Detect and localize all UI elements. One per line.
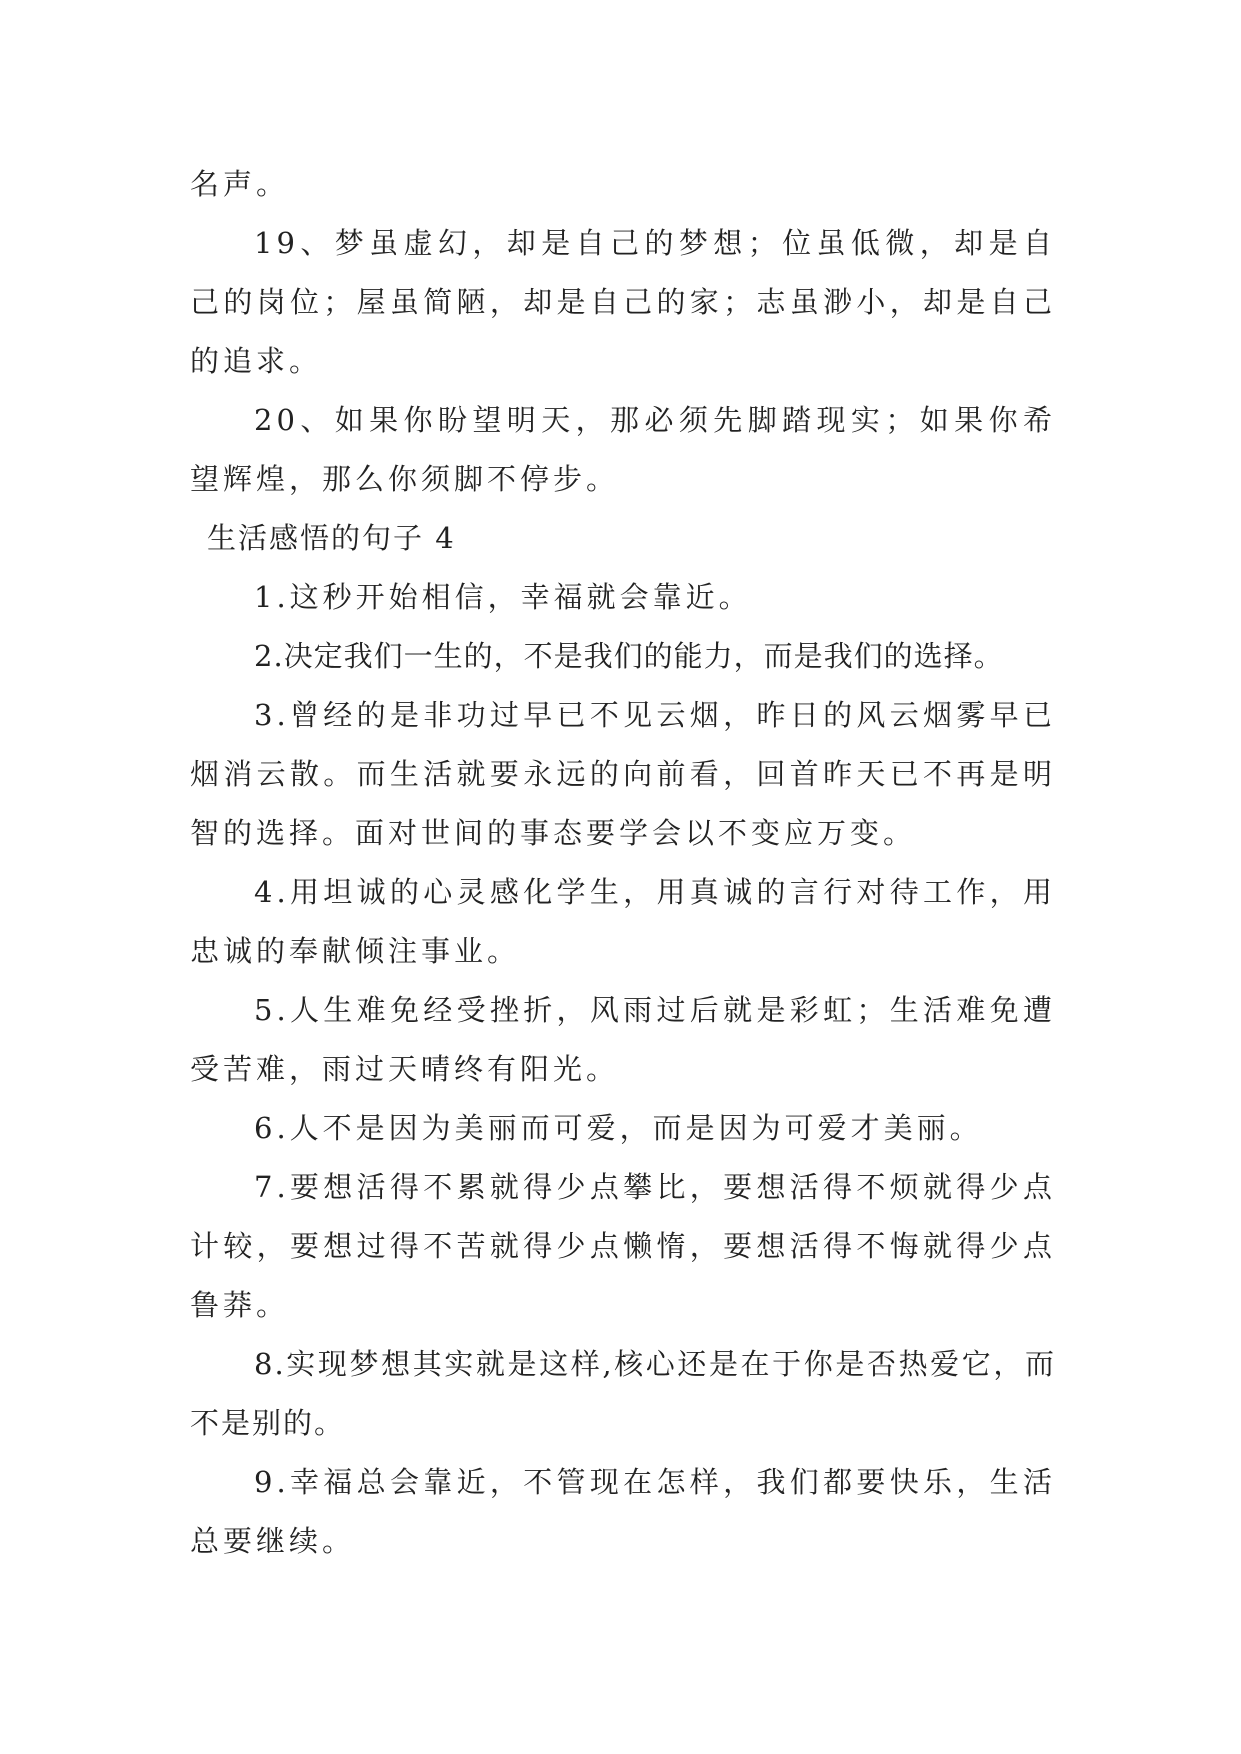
list-item: 5.人生难免经受挫折，风雨过后就是彩虹；生活难免遭受苦难，雨过天晴终有阳光。 bbox=[190, 993, 1056, 1086]
document-body bbox=[190, 155, 1056, 1571]
paragraph-continuation: 名声。 bbox=[190, 167, 290, 201]
list-item: 2.决定我们一生的，不是我们的能力，而是我们的选择。 bbox=[254, 639, 1004, 673]
paragraph-item-19: 19、梦虽虚幻，却是自己的梦想；位虽低微，却是自己的岗位；屋虽简陋，却是自己的家；志虽渺小，却是自己的追求。 bbox=[190, 226, 1056, 378]
paragraph-item-20: 20、如果你盼望明天，那必须先脚踏现实；如果你希望辉煌，那么你须脚不停步。 bbox=[190, 403, 1056, 496]
list-item: 1.这秒开始相信，幸福就会靠近。 bbox=[254, 580, 752, 614]
list-item: 4.用坦诚的心灵感化学生，用真诚的言行对待工作，用忠诚的奉献倾注事业。 bbox=[190, 875, 1056, 968]
list-item: 8.实现梦想其实就是这样,核心还是在于你是否热爱它，而不是别的。 bbox=[190, 1347, 1056, 1440]
list-item: 6.人不是因为美丽而可爱，而是因为可爱才美丽。 bbox=[254, 1111, 983, 1145]
list-item: 9.幸福总会靠近，不管现在怎样，我们都要快乐，生活总要继续。 bbox=[190, 1465, 1056, 1558]
section-heading: 生活感悟的句子 4 bbox=[207, 521, 456, 555]
list-item: 3.曾经的是非功过早已不见云烟，昨日的风云烟雾早已烟消云散。而生活就要永远的向前看，回首昨天已不再是明智的选择。面对世间的事态要学会以不变应万变。 bbox=[190, 698, 1056, 850]
list-item: 7.要想活得不累就得少点攀比，要想活得不烦就得少点计较，要想过得不苦就得少点懒惰，要想活得不悔就得少点鲁莽。 bbox=[190, 1170, 1056, 1322]
